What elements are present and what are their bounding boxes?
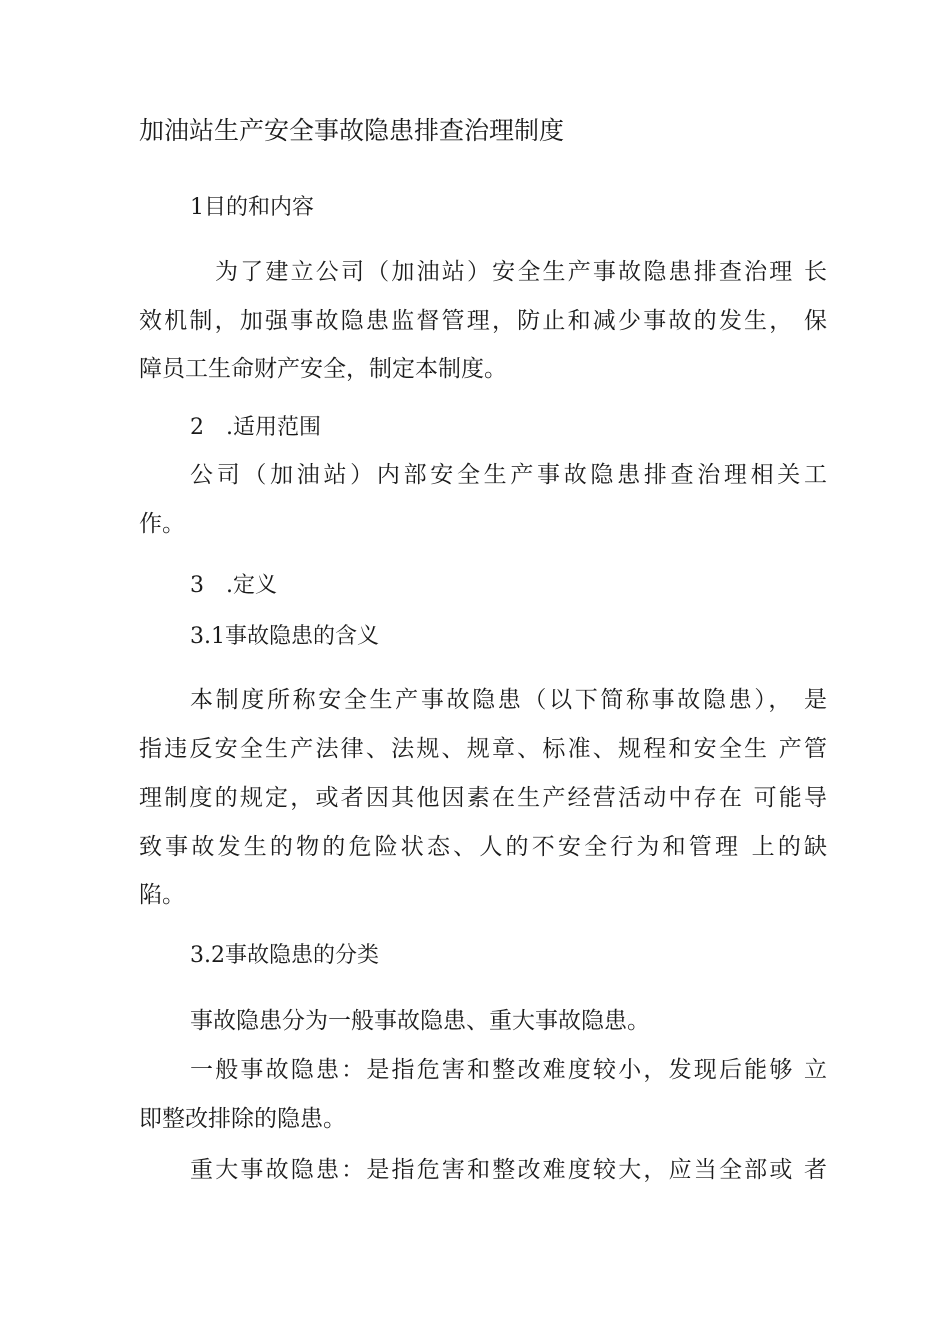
subsection-heading-3-1: 3.1事故隐患的含义 xyxy=(190,624,379,649)
paragraph-line: 陷。 xyxy=(139,882,185,908)
paragraph-line: 为了建立公司（加油站）安全生产事故隐患排查治理 长 xyxy=(215,259,827,285)
subsection-heading-3-2: 3.2事故隐患的分类 xyxy=(190,943,379,968)
paragraph-line: 指违反安全生产法律、法规、规章、标准、规程和安全生 产管 xyxy=(139,736,827,762)
paragraph-line: 作。 xyxy=(139,511,185,537)
document-title: 加油站生产安全事故隐患排查治理制度 xyxy=(139,116,565,145)
paragraph-line: 一般事故隐患：是指危害和整改难度较小，发现后能够 立 xyxy=(190,1057,827,1083)
paragraph-line: 理制度的规定，或者因其他因素在生产经营活动中存在 可能导 xyxy=(139,785,827,811)
paragraph-line: 即整改排除的隐患。 xyxy=(139,1106,346,1132)
paragraph-line: 效机制，加强事故隐患监督管理，防止和减少事故的发生， 保 xyxy=(139,308,827,334)
paragraph-line: 事故隐患分为一般事故隐患、重大事故隐患。 xyxy=(190,1008,650,1034)
section-heading-3: 3 .定义 xyxy=(190,573,277,598)
paragraph-line: 本制度所称安全生产事故隐患（以下简称事故隐患）， 是 xyxy=(190,687,827,713)
section-heading-2: 2 .适用范围 xyxy=(190,415,321,440)
paragraph-line: 障员工生命财产安全，制定本制度。 xyxy=(139,356,507,382)
paragraph-line: 公司（加油站）内部安全生产事故隐患排查治理相关工 xyxy=(190,462,827,488)
section-heading-1: 1目的和内容 xyxy=(190,195,314,220)
paragraph-line: 致事故发生的物的危险状态、人的不安全行为和管理 上的缺 xyxy=(139,834,827,860)
paragraph-line: 重大事故隐患：是指危害和整改难度较大，应当全部或 者 xyxy=(190,1157,827,1183)
